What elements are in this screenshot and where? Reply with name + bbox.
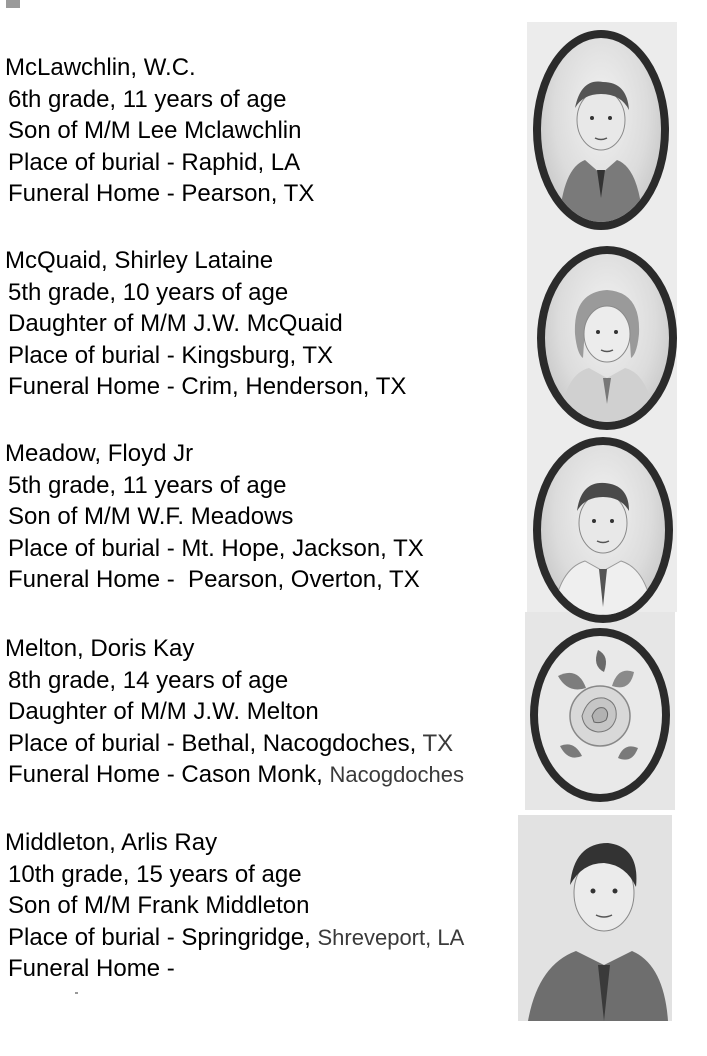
entry-funeral-home: Funeral Home -	[8, 955, 175, 982]
rose-image	[538, 636, 662, 794]
entry-burial-tail: Shreveport, LA	[317, 924, 465, 950]
entry-grade: 5th grade, 10 years of age	[8, 278, 289, 306]
entry-name: Melton, Doris Kay	[5, 635, 195, 662]
portrait-photo-5	[518, 815, 672, 1021]
entry-funeral-home: Funeral Home - Pearson, TX	[8, 180, 315, 207]
entry-mclawchlin	[5, 52, 315, 210]
portrait-oval-1	[533, 30, 669, 230]
entry-parents: Daughter of M/M J.W. Melton	[8, 698, 319, 725]
portrait-oval-2	[537, 246, 677, 430]
portrait-oval-4	[530, 628, 670, 802]
entry-grade: 10th grade, 15 years of age	[8, 860, 302, 888]
entry-grade: 8th grade, 14 years of age	[8, 666, 289, 694]
girl-portrait	[545, 254, 669, 422]
entry-meadow	[5, 438, 424, 596]
entry-funeral-tail: Nacogdoches	[329, 762, 465, 787]
entry-parents: Son of M/M Lee Mclawchlin	[8, 117, 302, 144]
entry-name: McQuaid, Shirley Lataine	[5, 247, 274, 274]
entry-burial	[8, 922, 464, 954]
entry-funeral-home	[8, 759, 464, 791]
entry-burial-tail: TX	[422, 729, 454, 757]
entry-middleton	[5, 827, 465, 985]
boy-portrait	[541, 38, 661, 222]
corner-mark	[6, 0, 20, 8]
entry-funeral-home: Funeral Home - Pearson, Overton, TX	[8, 566, 420, 593]
entry-grade: 5th grade, 11 years of age	[8, 471, 287, 499]
entry-burial-main: Place of burial - Bethal, Nacogdoches,	[8, 729, 423, 757]
entry-burial: Place of burial - Raphid, LA	[8, 148, 301, 176]
entry-name: Meadow, Floyd Jr	[5, 440, 194, 467]
entry-grade: 6th grade, 11 years of age	[8, 85, 287, 113]
entry-burial: Place of burial - Mt. Hope, Jackson, TX	[8, 534, 424, 562]
boy-portrait	[541, 445, 665, 615]
portrait-oval-3	[533, 437, 673, 623]
entry-mcquaid	[5, 245, 407, 403]
entry-burial: Place of burial - Kingsburg, TX	[8, 341, 334, 369]
entry-burial-main: Place of burial - Springridge,	[8, 923, 318, 951]
scan-speck	[75, 992, 78, 994]
entry-funeral-home: Funeral Home - Crim, Henderson, TX	[8, 373, 407, 400]
entry-parents: Son of M/M W.F. Meadows	[8, 503, 294, 530]
entry-melton	[5, 633, 465, 791]
entry-funeral-main: Funeral Home - Cason Monk,	[8, 761, 330, 788]
entry-parents: Son of M/M Frank Middleton	[8, 892, 310, 919]
boy-portrait	[518, 815, 672, 1021]
entry-name: McLawchlin, W.C.	[5, 54, 196, 81]
entry-burial	[8, 728, 464, 760]
entry-parents: Daughter of M/M J.W. McQuaid	[8, 310, 343, 337]
entry-name: Middleton, Arlis Ray	[5, 829, 218, 856]
